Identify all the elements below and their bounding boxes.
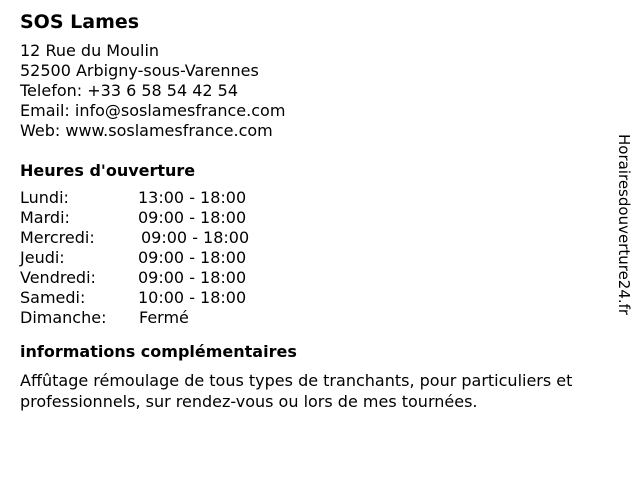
day-label: Mercredi: — [20, 228, 95, 247]
time-value: 09:00 - 18:00 — [138, 208, 247, 227]
email-address: Email: info@soslamesfrance.com — [20, 101, 286, 120]
site-watermark: Horairesdouverture24.fr — [615, 134, 633, 316]
time-value: 09:00 - 18:00 — [141, 228, 250, 247]
hours-row-saturday — [20, 288, 620, 308]
hours-row-sunday — [20, 308, 620, 328]
time-value: 09:00 - 18:00 — [138, 248, 247, 267]
time-value: 09:00 - 18:00 — [138, 268, 247, 287]
business-listing — [20, 10, 620, 412]
time-value: Fermé — [139, 308, 189, 327]
street-address: 12 Rue du Moulin — [20, 41, 160, 60]
day-label: Dimanche: — [20, 308, 107, 327]
day-label: Samedi: — [20, 288, 86, 307]
business-name: SOS Lames — [20, 11, 140, 33]
address-block — [20, 41, 620, 141]
phone-number: Telefon: +33 6 58 54 42 54 — [20, 81, 239, 100]
hours-row-wednesday — [20, 228, 620, 248]
postal-city: 52500 Arbigny-sous-Varennes — [20, 61, 259, 80]
time-value: 13:00 - 18:00 — [138, 188, 247, 207]
opening-hours-table — [20, 188, 620, 328]
day-label: Lundi: — [20, 188, 69, 207]
additional-info-text: Affûtage rémoulage de tous types de tranchants, pour particuliers et professionnels, sur rendez-vous ou lors de mes tournées. — [20, 371, 573, 411]
hours-row-friday — [20, 268, 620, 288]
day-label: Mardi: — [20, 208, 70, 227]
time-value: 10:00 - 18:00 — [138, 288, 247, 307]
hours-row-tuesday — [20, 208, 620, 228]
day-label: Jeudi: — [20, 248, 65, 267]
hours-row-thursday — [20, 248, 620, 268]
opening-hours-heading: Heures d'ouverture — [20, 161, 196, 180]
day-label: Vendredi: — [20, 268, 96, 287]
website-address: Web: www.soslamesfrance.com — [20, 121, 273, 140]
additional-info-heading: informations complémentaires — [20, 342, 297, 361]
hours-row-monday — [20, 188, 620, 208]
